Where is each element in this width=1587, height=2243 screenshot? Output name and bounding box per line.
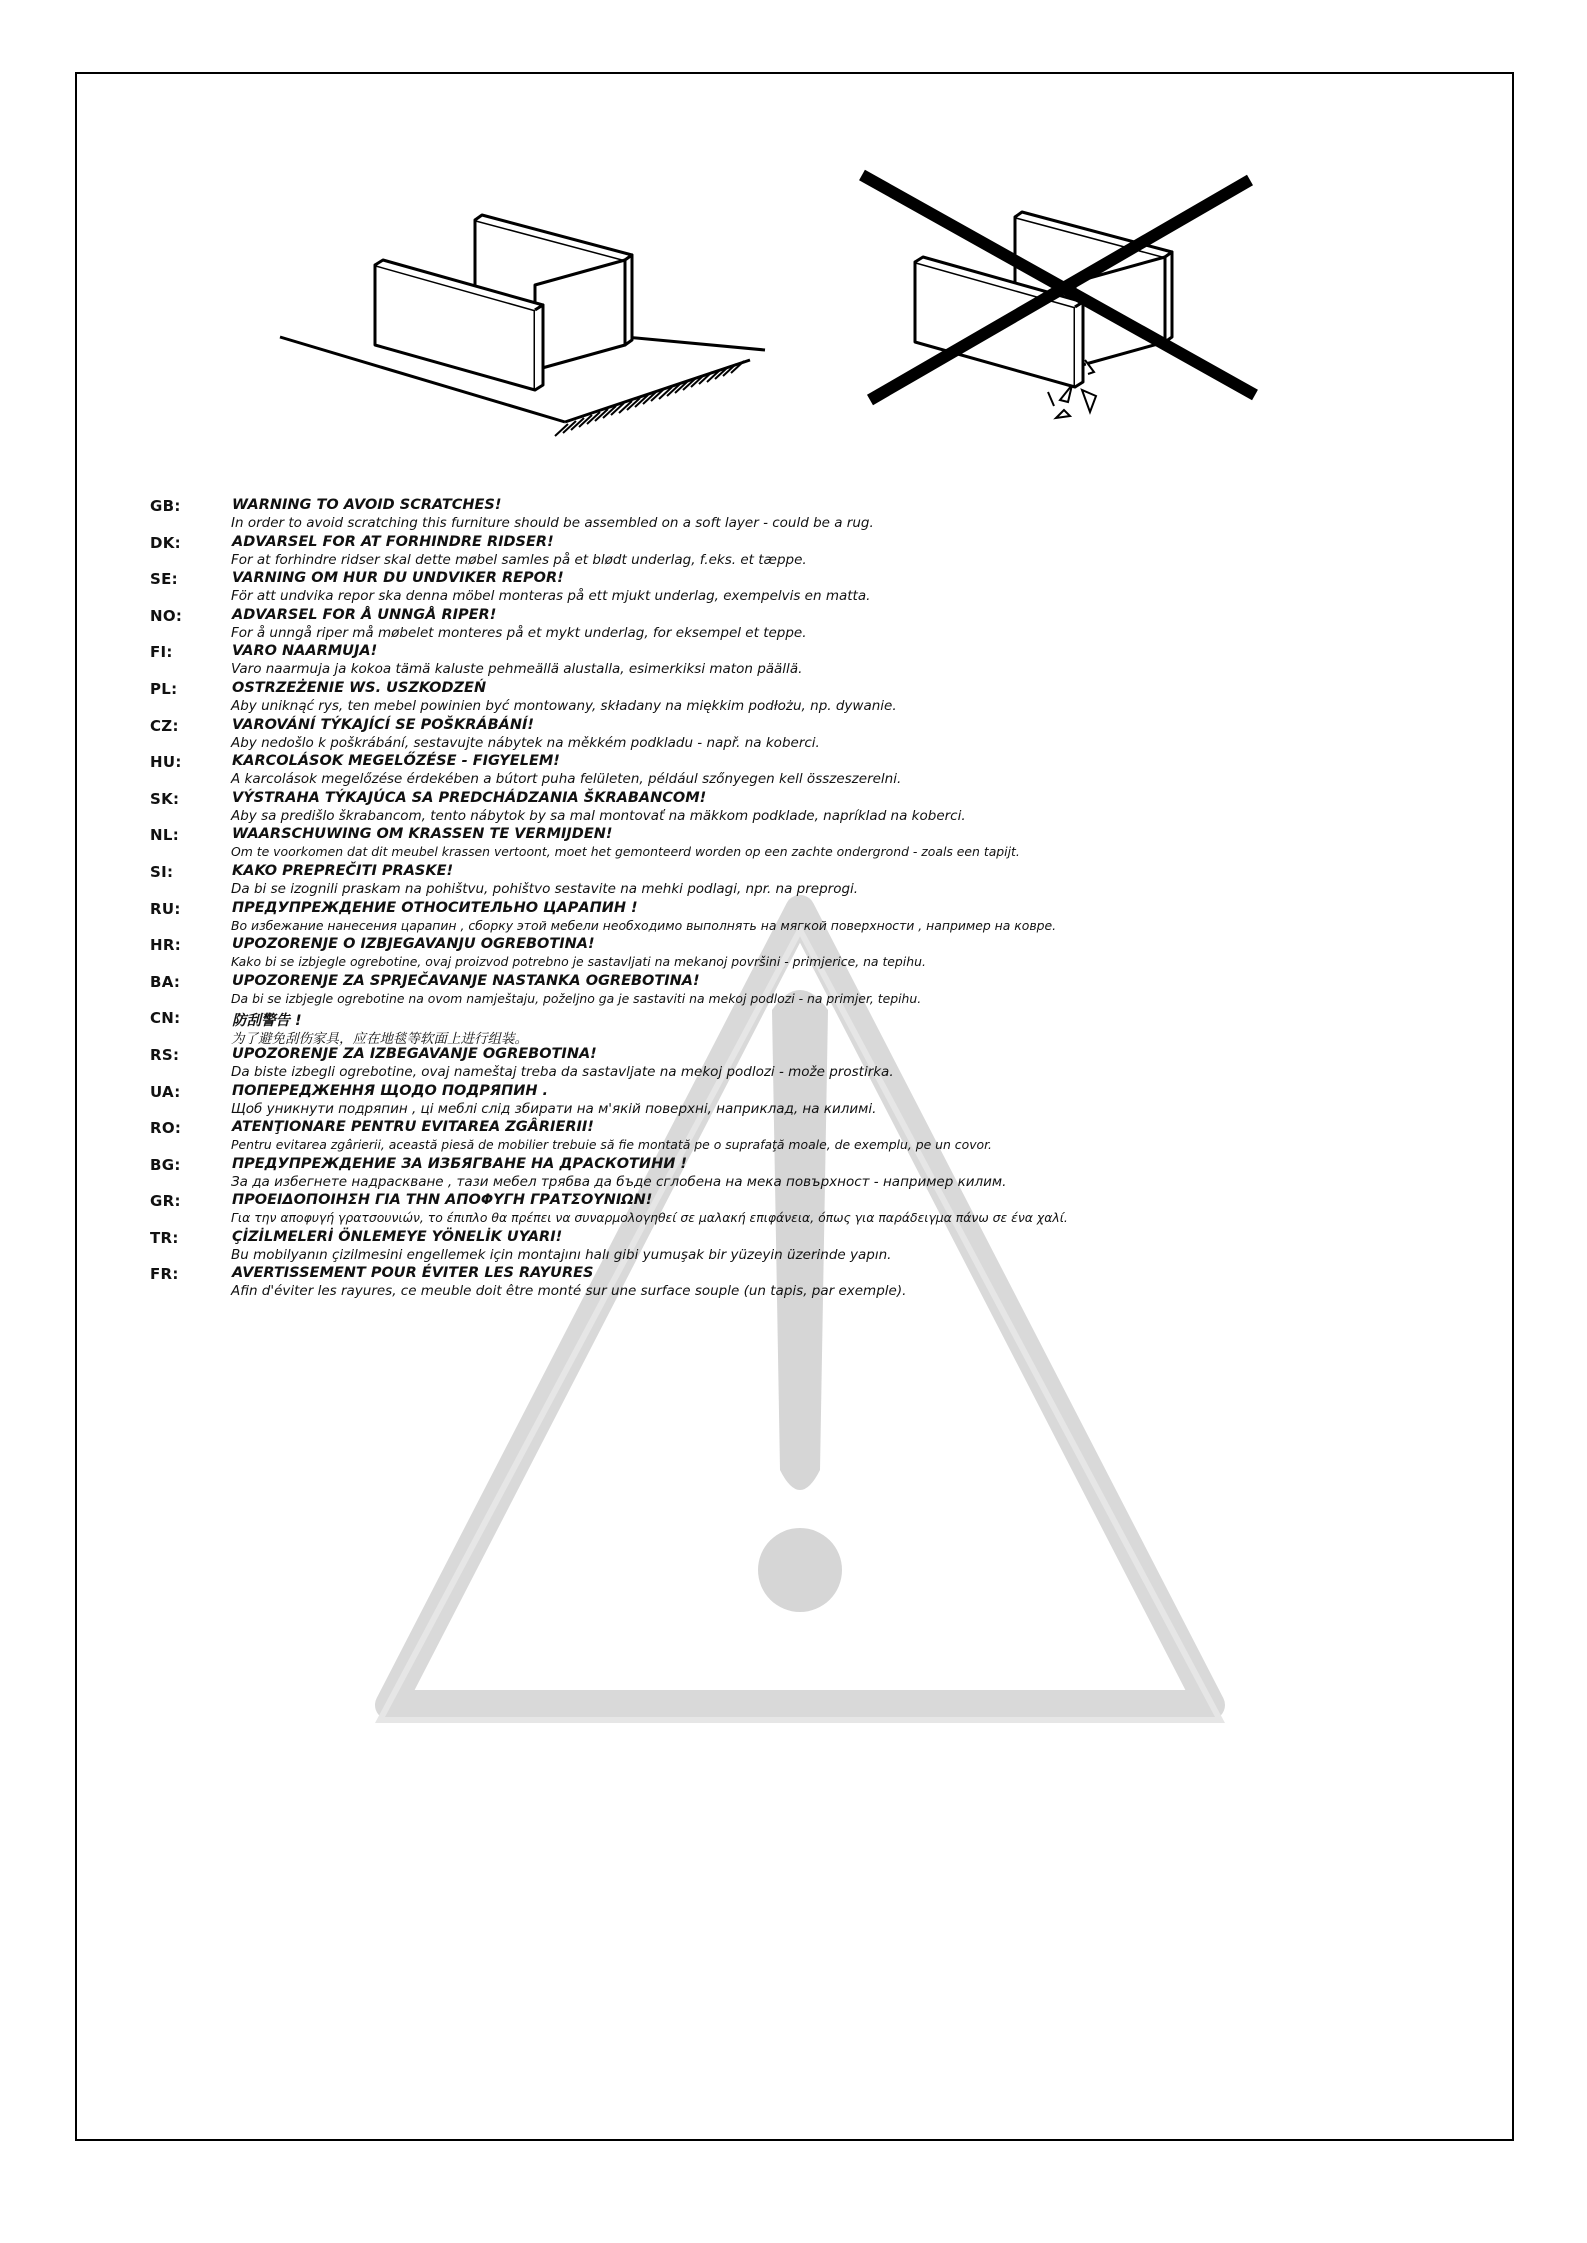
warning-text: Aby sa predišlo škrabancom, tento nábytok by sa mal montovať na mäkkom podklade, napríklad na koberci. bbox=[231, 807, 966, 824]
warning-title: WAARSCHUWING OM KRASSEN TE VERMIJDEN! bbox=[232, 826, 613, 843]
language-code: NL: bbox=[150, 826, 180, 845]
warning-title: ADVARSEL FOR AT FORHINDRE RIDSER! bbox=[232, 533, 554, 550]
warning-text: Για την αποφυγή γρατσουνιών, το έπιπλο θα πρέπει να συναρμολογηθεί σε μαλακή επιφάνεια, όπως για παράδειγμα πάνω σε ένα χαλί. bbox=[231, 1210, 1068, 1226]
warning-entry bbox=[150, 717, 1510, 754]
language-code: GB: bbox=[150, 497, 181, 515]
assembly-on-rug-illustration bbox=[270, 200, 770, 450]
warning-text: Da bi se izognili praskam na pohištvu, pohištvo sestavite na mehki podlagi, npr. na preprogi. bbox=[231, 880, 859, 897]
warning-title: VARNING OM HUR DU UNDVIKER REPOR! bbox=[232, 570, 564, 587]
warning-text: За да избегнете надраскване , тази мебел трябва да бъде сглобена на мека повърхност - например килим. bbox=[231, 1173, 1007, 1190]
language-code: SI: bbox=[150, 862, 174, 881]
warning-text: Da bi se izbjegle ogrebotine na ovom namještaju, poželjno ga je sastaviti na mekoj podlozi - na primjer, tepihu. bbox=[231, 990, 922, 1006]
warning-title: UPOZORENJE O IZBJEGAVANJU OGREBOTINA! bbox=[232, 936, 595, 953]
language-code: CN: bbox=[150, 1009, 181, 1028]
warning-text: För att undvika repor ska denna möbel monteras på ett mjukt underlag, exempelvis en matta. bbox=[231, 588, 871, 605]
assembly-on-hard-floor-illustration bbox=[850, 160, 1270, 420]
language-code: NO: bbox=[150, 606, 183, 625]
warning-text: Om te voorkomen dat dit meubel krassen vertoont, moet het gemonteerd worden op een zachte ondergrond - zoals een tapijt. bbox=[231, 844, 1020, 860]
warning-title: WARNING TO AVOID SCRATCHES! bbox=[232, 497, 502, 513]
warning-entry bbox=[150, 680, 1510, 717]
warning-entry bbox=[150, 607, 1510, 644]
language-code: DK: bbox=[150, 533, 181, 552]
warning-entry bbox=[150, 826, 1510, 863]
warning-entry bbox=[150, 1156, 1510, 1193]
warning-text: Da biste izbegli ogrebotine, ovaj nameštaj treba da sastavljate na mekoj podlozi - može prostirka. bbox=[231, 1063, 894, 1080]
warning-title: AVERTISSEMENT POUR ÉVITER LES RAYURES bbox=[232, 1265, 594, 1282]
warning-title: KAKO PREPREČITI PRASKE! bbox=[232, 862, 454, 879]
warning-title: ATENŢIONARE PENTRU EVITAREA ZGÂRIERII! bbox=[232, 1119, 594, 1136]
warning-text: In order to avoid scratching this furniture should be assembled on a soft layer - could be a rug. bbox=[231, 515, 874, 531]
warning-entry bbox=[150, 973, 1510, 1010]
warning-entry bbox=[150, 1083, 1510, 1120]
warning-title: KARCOLÁSOK MEGELŐZÉSE - FIGYELEM! bbox=[232, 753, 560, 770]
language-code: RO: bbox=[150, 1119, 182, 1138]
warning-title: ПОПЕРЕДЖЕННЯ ЩОДО ПОДРЯПИН . bbox=[232, 1082, 549, 1099]
warning-entry bbox=[150, 497, 1510, 534]
warning-entry bbox=[150, 1009, 1510, 1046]
warning-text: Pentru evitarea zgârierii, această piesă de mobilier trebuie să fie montată pe o suprafaţă moale, de exemplu, pe un covor. bbox=[231, 1137, 993, 1153]
warning-title: ПРЕДУПРЕЖДЕНИЕ ОТНОСИТЕЛЬНО ЦАРАПИН ! bbox=[232, 899, 638, 916]
warning-entry bbox=[150, 900, 1510, 937]
warning-title: UPOZORENJE ZA IZBEGAVANJE OGREBOTINA! bbox=[232, 1045, 597, 1062]
warning-text: Bu mobilyanın çizilmesini engellemek için montajını halı gibi yumuşak bir yüzeyin üzerinde yapın. bbox=[231, 1246, 892, 1263]
warning-title: ПРЕДУПРЕЖДЕНИЕ ЗА ИЗБЯГВАНЕ НА ДРАСКОТИНИ ! bbox=[232, 1155, 687, 1172]
warning-entry bbox=[150, 570, 1510, 607]
warning-entry bbox=[150, 790, 1510, 827]
warning-title: OSTRZEŻENIE WS. USZKODZEŃ bbox=[232, 679, 487, 696]
warning-entry bbox=[150, 1119, 1510, 1156]
language-code: RS: bbox=[150, 1045, 180, 1064]
warning-text: 为了避免刮伤家具，应在地毯等软面上进行组装。 bbox=[231, 1031, 528, 1048]
warning-text: For at forhindre ridser skal dette møbel samles på et blødt underlag, f.eks. et tæppe. bbox=[231, 551, 807, 568]
warning-title: ΠΡΟΕΙΔΟΠΟΙΗΣΗ ΓΙΑ ΤΗΝ ΑΠΟΦΥΓΗ ΓΡΑΤΣΟΥΝΙΩΝ! bbox=[232, 1192, 653, 1209]
warning-entry bbox=[150, 863, 1510, 900]
warning-entry bbox=[150, 1265, 1510, 1302]
warning-list bbox=[150, 497, 1510, 1302]
language-code: TR: bbox=[150, 1228, 179, 1247]
language-code: PL: bbox=[150, 679, 178, 698]
language-code: BA: bbox=[150, 972, 181, 991]
language-code: FI: bbox=[150, 643, 173, 662]
warning-text: For å unngå riper må møbelet monteres på et mykt underlag, for eksempel et teppe. bbox=[231, 624, 807, 641]
warning-entry bbox=[150, 1229, 1510, 1266]
language-code: CZ: bbox=[150, 716, 179, 735]
warning-text: Aby uniknąć rys, ten mebel powinien być montowany, składany na miękkim podłożu, np. dywanie. bbox=[231, 697, 897, 714]
language-code: BG: bbox=[150, 1155, 181, 1174]
warning-text: Щоб уникнути подряпин , ці меблі слід збирати на м'якій поверхні, наприклад, на килимі. bbox=[231, 1100, 877, 1117]
warning-title: UPOZORENJE ZA SPRJEČAVANJE NASTANKA OGREBOTINA! bbox=[232, 972, 700, 989]
warning-text: Varo naarmuja ja kokoa tämä kaluste pehmeällä alustalla, esimerkiksi maton päällä. bbox=[231, 661, 803, 678]
warning-text: Kako bi se izbjegle ogrebotine, ovaj proizvod potrebno je sastavljati na mekanoj površini - primjerice, na tepihu. bbox=[231, 954, 926, 970]
warning-title: ADVARSEL FOR Å UNNGÅ RIPER! bbox=[232, 606, 497, 623]
warning-title: VARO NAARMUJA! bbox=[232, 643, 378, 660]
warning-title: 防刮警告 ! bbox=[232, 1013, 302, 1030]
warning-title: ÇİZİLMELERİ ÖNLEMEYE YÖNELİK UYARI! bbox=[232, 1228, 563, 1245]
language-code: FR: bbox=[150, 1265, 179, 1284]
warning-title: VAROVÁNÍ TÝKAJÍCÍ SE POŠKRÁBÁNÍ! bbox=[232, 716, 535, 733]
warning-entry bbox=[150, 936, 1510, 973]
warning-entry bbox=[150, 1192, 1510, 1229]
warning-entry bbox=[150, 643, 1510, 680]
warning-text: Во избежание нанесения царапин , сборку этой мебели необходимо выполнять на мягкой поверхности , например на ковре. bbox=[231, 917, 1057, 933]
warning-entry bbox=[150, 534, 1510, 571]
warning-title: VÝSTRAHA TÝKAJÚCA SA PREDCHÁDZANIA ŠKRABANCOM! bbox=[232, 789, 707, 806]
language-code: HR: bbox=[150, 936, 182, 955]
warning-text: A karcolások megelőzése érdekében a bútort puha felületen, például szőnyegen kell összeszerelni. bbox=[231, 771, 902, 788]
language-code: UA: bbox=[150, 1082, 181, 1101]
warning-entry bbox=[150, 753, 1510, 790]
warning-text: Aby nedošlo k poškrábání, sestavujte nábytek na měkkém podkladu - např. na koberci. bbox=[231, 734, 820, 751]
language-code: SE: bbox=[150, 570, 178, 589]
language-code: GR: bbox=[150, 1192, 181, 1211]
warning-text: Afin d'éviter les rayures, ce meuble doit être monté sur une surface souple (un tapis, par exemple). bbox=[231, 1283, 907, 1300]
language-code: RU: bbox=[150, 899, 181, 918]
warning-entry bbox=[150, 1046, 1510, 1083]
language-code: SK: bbox=[150, 789, 180, 808]
language-code: HU: bbox=[150, 753, 182, 772]
